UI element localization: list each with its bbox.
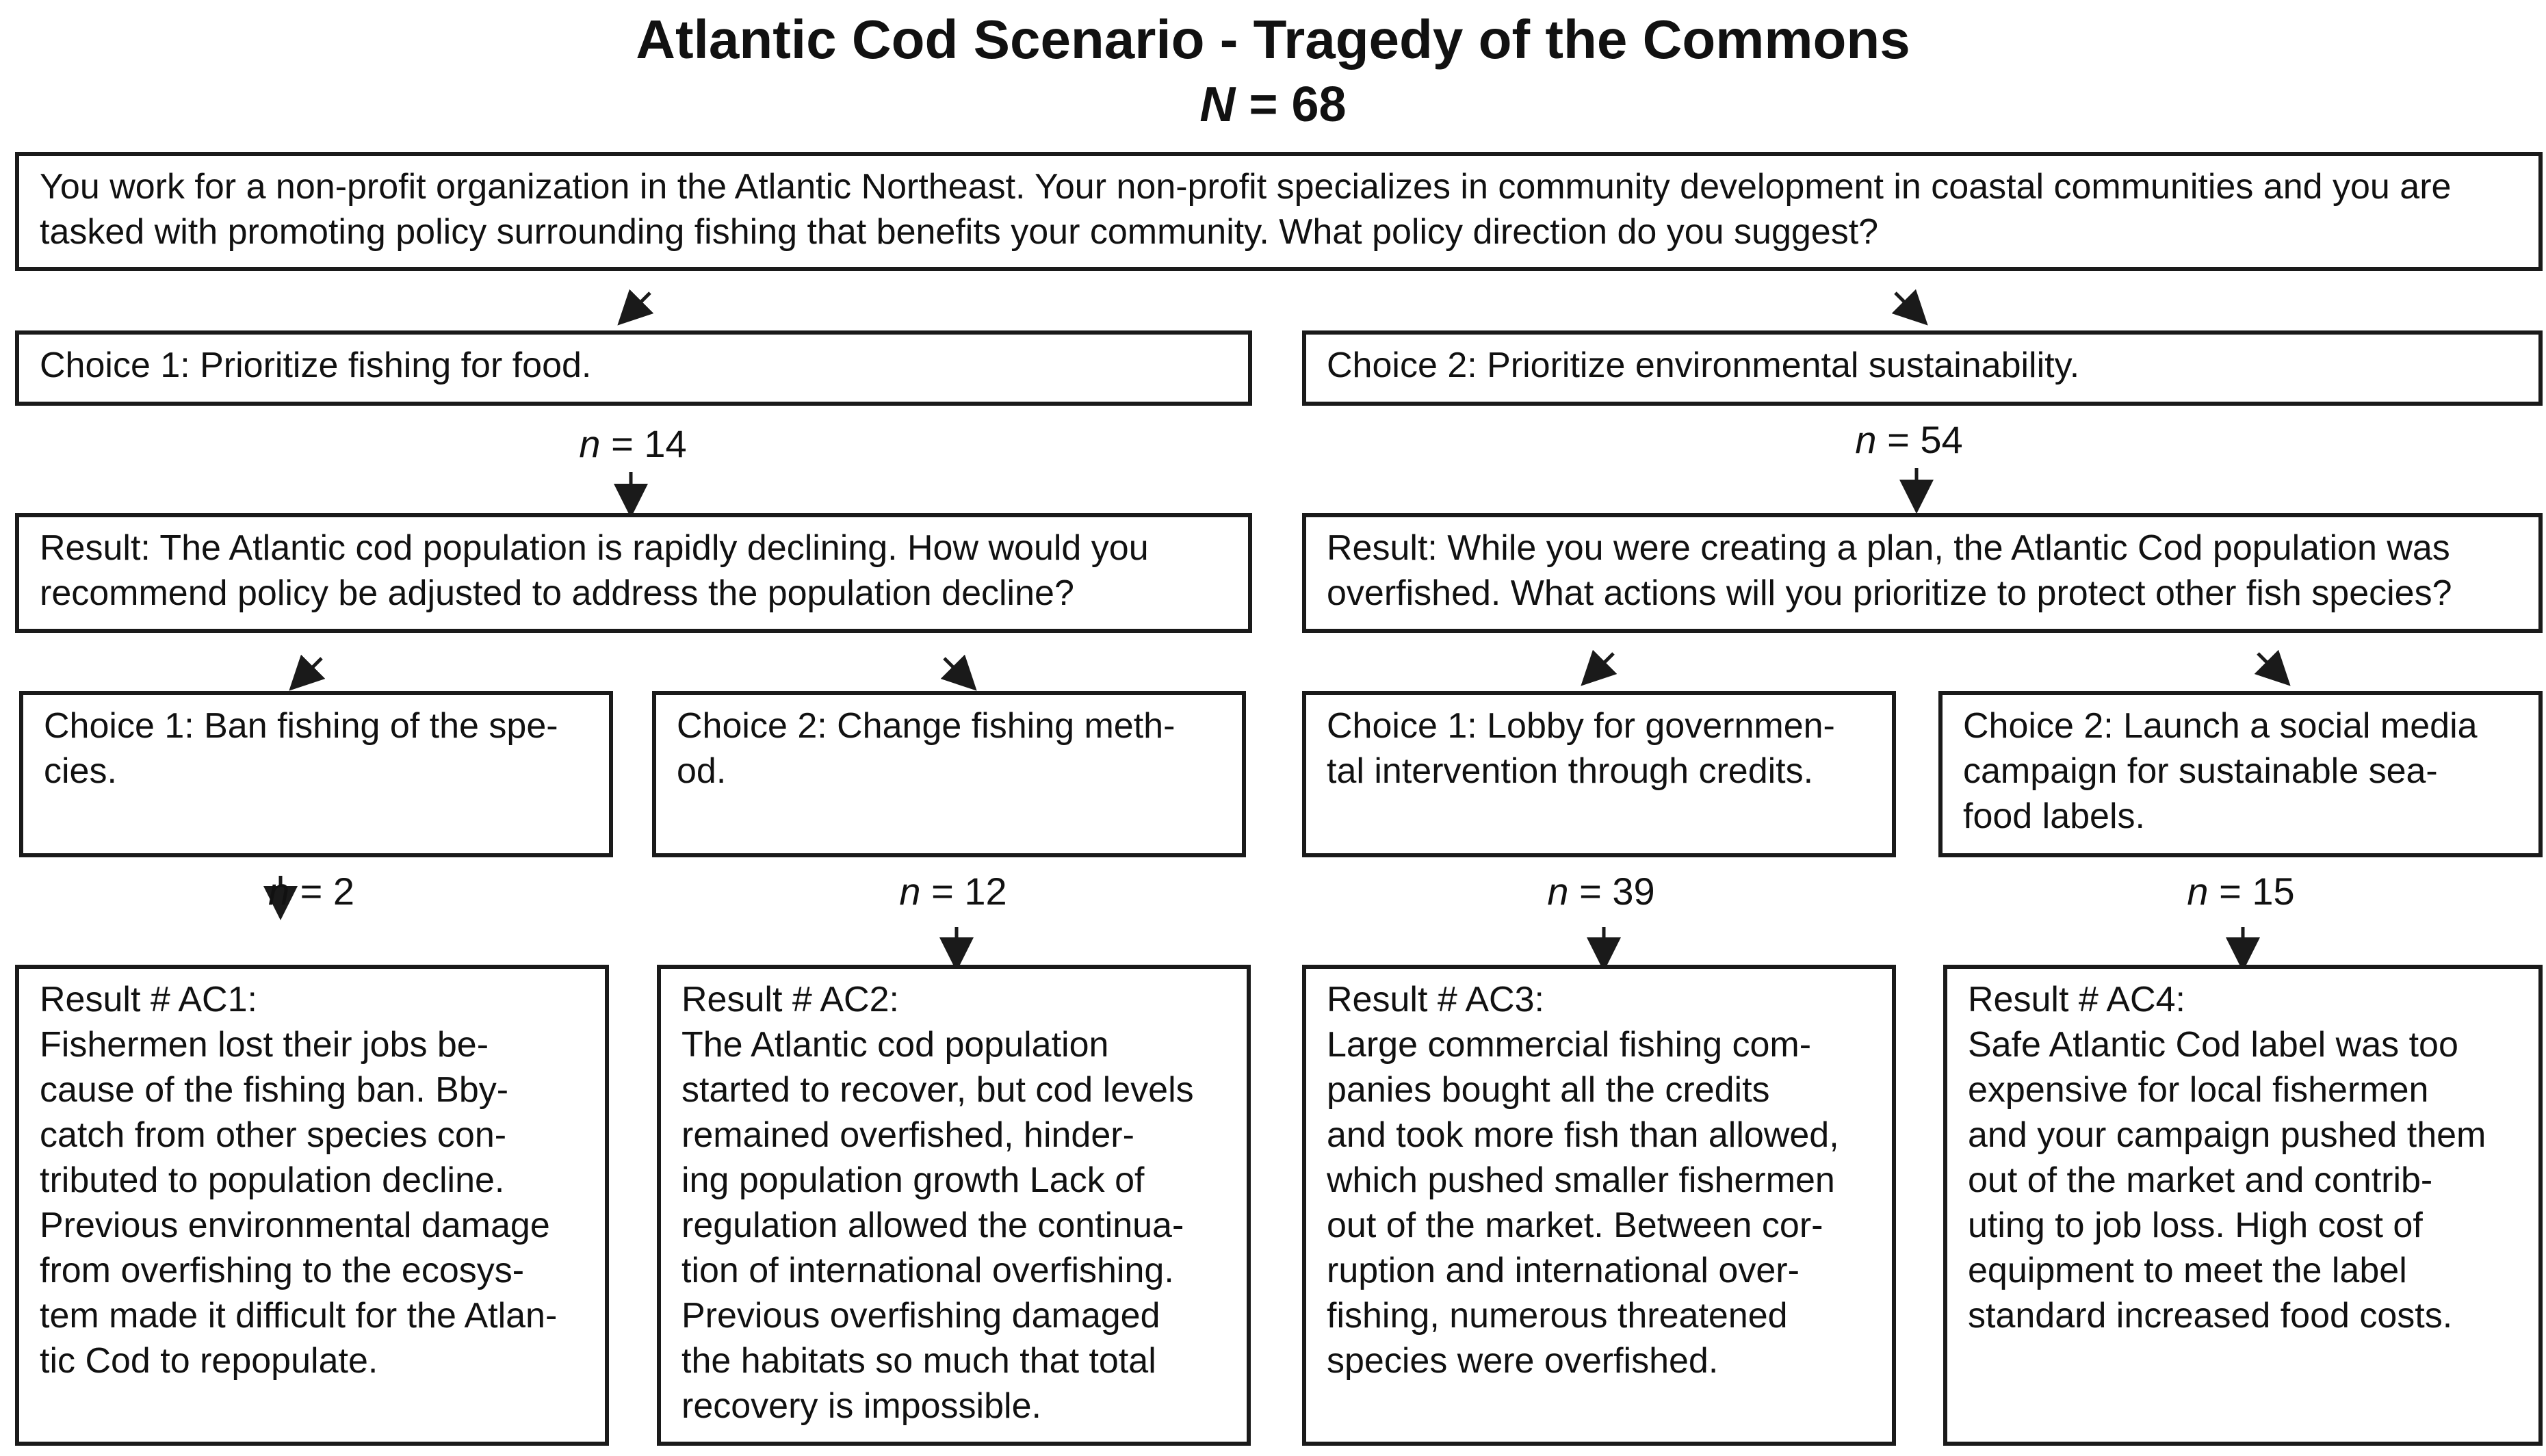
total-sample-size: N = 68 — [1199, 77, 1347, 132]
branch-1-result-box: Result: The Atlantic cod population is rapidly declining. How would you recommend policy be adjusted to address the population decline? — [15, 513, 1252, 633]
result-ac2-box — [657, 965, 1251, 1446]
result-ac3-box — [1302, 965, 1896, 1446]
result-ac1-title: Result # AC1: — [40, 980, 257, 1019]
arrow-prompt-to-choice-1 — [629, 293, 650, 313]
scenario-prompt-box: You work for a non-profit organization in the Atlantic Northeast. Your non-profit specializes in community development in coastal communities and you are tasked with promoting policy surrounding fishing that benefits your community. What policy direction do you suggest? — [15, 152, 2543, 271]
result-ac2-title: Result # AC2: — [681, 980, 899, 1019]
arrow-b2-to-sub1 — [1593, 653, 1613, 674]
branch-2-subchoice-1-box: Choice 1: Lobby for governmen- tal intervention through credits. — [1302, 691, 1896, 857]
arrow-b1-to-sub1 — [301, 658, 322, 679]
branch-2-n-label: n = 54 — [1855, 418, 1963, 461]
branch-2-choice-box: Choice 2: Prioritize environmental sustainability. — [1302, 330, 2543, 406]
result-ac3-body: Large commercial fishing com- panies bought all the credits and took more fish than allowed, which pushed smaller fishermen out of the market. Between cor- ruption and international over- fishing, numerous threatened species were overfished. — [1327, 1025, 1839, 1381]
result-ac2-body: The Atlantic cod population started to recover, but cod levels remained overfished, hinder- ing population growth Lack of regulation allowed the continua- tion of international overfishing. Previous overfishing damaged the habitats so much that total recovery is impossible. — [681, 1025, 1194, 1426]
arrow-b1-to-sub2 — [944, 658, 965, 679]
result-ac4-body: Safe Atlantic Cod label was too expensive for local fishermen and your campaign pushed them out of the market and contrib- uting to job loss. High cost of equipment to meet the label standard increased food costs. — [1968, 1025, 2486, 1336]
ac2-n-label: n = 12 — [899, 870, 1007, 913]
branch-2-result-box: Result: While you were creating a plan, the Atlantic Cod population was overfished. What actions will you prioritize to protect other fish species? — [1302, 513, 2543, 633]
arrow-b2-to-sub2 — [2258, 653, 2278, 674]
branch-1-subchoice-2-box: Choice 2: Change fishing meth- od. — [652, 691, 1246, 857]
result-ac4-title: Result # AC4: — [1968, 980, 2185, 1019]
result-ac4-box — [1943, 965, 2543, 1446]
result-ac3-title: Result # AC3: — [1327, 980, 1544, 1019]
ac4-n-label: n = 15 — [2187, 870, 2295, 913]
ac1-n-label: n = 2 — [268, 870, 355, 913]
result-ac1-body: Fishermen lost their jobs be- cause of the fishing ban. Bby- catch from other species con- tributed to population decline. Previous environmental damage from overfishing to the ecosys- tem made it difficult for the Atlan- tic Cod to repopulate. — [40, 1025, 558, 1381]
branch-1-n-label: n = 14 — [579, 422, 687, 465]
branch-2-subchoice-2-box: Choice 2: Launch a social media campaign for sustainable sea- food labels. — [1938, 691, 2543, 857]
arrow-prompt-to-choice-2 — [1895, 293, 1916, 313]
branch-1-choice-box: Choice 1: Prioritize fishing for food. — [15, 330, 1252, 406]
ac3-n-label: n = 39 — [1547, 870, 1655, 913]
diagram-title: Atlantic Cod Scenario - Tragedy of the Commons — [636, 9, 1910, 70]
result-ac1-box — [15, 965, 609, 1446]
branch-1-subchoice-1-box: Choice 1: Ban fishing of the spe- cies. — [19, 691, 613, 857]
